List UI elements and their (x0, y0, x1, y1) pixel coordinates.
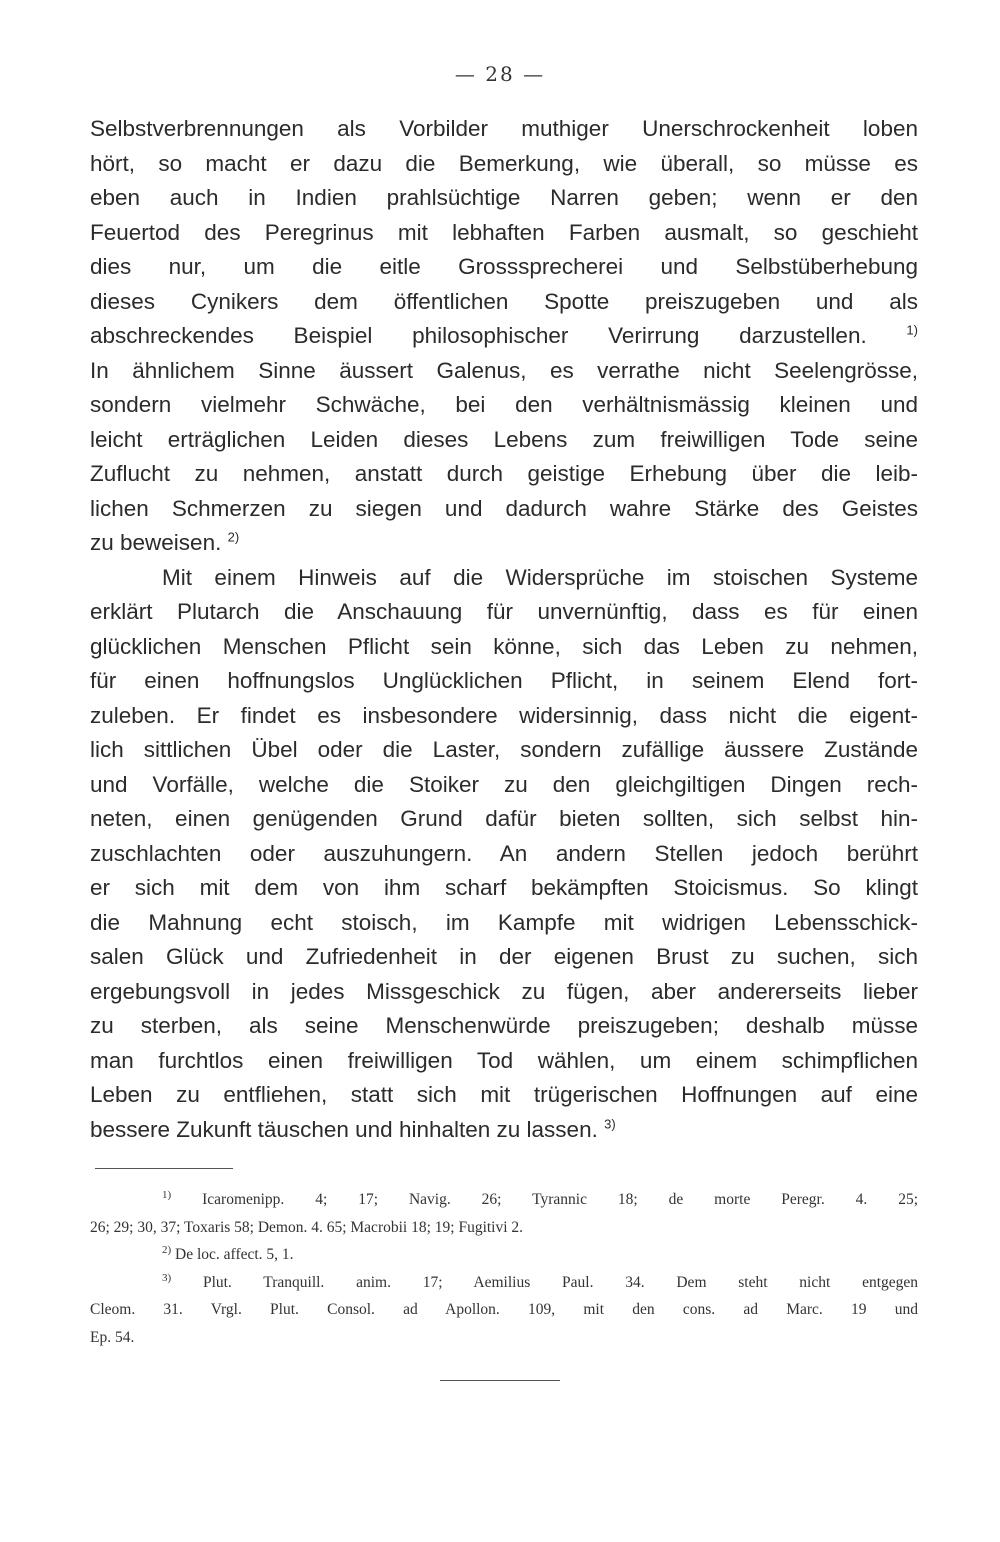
text-line: die Mahnung echt stoisch, im Kampfe mit widrigen Lebensschick- (90, 909, 918, 935)
footnote-mark-2: 2) (162, 1243, 172, 1256)
text-line: er sich mit dem von ihm scharf bekämpften Stoicismus. So klingt (90, 875, 918, 900)
footnote-3-continued: Ep. 54. (90, 1328, 135, 1346)
footnote-reference-2: 2) (227, 529, 240, 545)
footnote-mark-3: 3) (162, 1271, 172, 1284)
text-line: glücklichen Menschen Pflicht sein könne, sich das Leben zu nehmen, (90, 633, 918, 659)
text-line-content: zu beweisen. (90, 530, 222, 555)
text-line: dies nur, um die eitle Grosssprecherei und Selbstüberhebung (90, 254, 918, 279)
footnote-text: De loc. affect. 5, 1. (175, 1246, 294, 1263)
text-line: sondern vielmehr Schwäche, bei den verhältnismässig kleinen und (90, 392, 918, 417)
footnote-separator (95, 1168, 233, 1169)
footnote-2 (90, 1241, 918, 1269)
text-line: und Vorfälle, welche die Stoiker zu den gleichgiltigen Dingen rech- (90, 771, 918, 797)
text-line: In ähnlichem Sinne äussert Galenus, es verrathe nicht Seelengrösse, (90, 357, 918, 383)
text-line: Feuertod des Peregrinus mit lebhaften Farben ausmalt, so geschieht (90, 219, 918, 245)
text-line: eben auch in Indien prahlsüchtige Narren geben; wenn er den (90, 185, 918, 210)
text-line: Zuflucht zu nehmen, anstatt durch geistige Erhebung über die leib- (90, 461, 918, 486)
footnotes (90, 1186, 918, 1351)
footnote-reference-1: 1) (906, 322, 918, 338)
text-line: erklärt Plutarch die Anschauung für unvernünftig, dass es für einen (90, 599, 918, 624)
text-line: leicht erträglichen Leiden dieses Lebens zum freiwilligen Tode seine (90, 426, 918, 452)
footnote-3 (90, 1269, 918, 1297)
text-line: salen Glück und Zufriedenheit in der eigenen Brust zu suchen, sich (90, 944, 918, 969)
text-line: zuschlachten oder auszuhungern. An andern Stellen jedoch berührt (90, 840, 918, 866)
page-number: — 28 — (454, 62, 546, 86)
footnote-reference-3: 3) (604, 1116, 616, 1131)
footnote-mark-1: 1) (162, 1188, 172, 1201)
text-line: Selbstverbrennungen als Vorbilder muthiger Unerschrockenheit loben (90, 116, 918, 141)
text-line-with-footnote (90, 1113, 918, 1148)
text-line: ergebungsvoll in jedes Missgeschick zu fügen, aber andererseits lieber (90, 978, 918, 1004)
text-line-content: bessere Zukunft täuschen und hinhalten zu lassen. (90, 1116, 598, 1142)
main-text (90, 112, 918, 1147)
text-line: hört, so macht er dazu die Bemerkung, wie überall, so müsse es (90, 150, 918, 176)
footnote-text: Icaromenipp. 4; 17; Navig. 26; Tyrannic 18; de morte Peregr. 4. 25; (202, 1191, 919, 1208)
text-line-content: abschreckendes Beispiel philosophischer Verirrung darzustellen. (90, 323, 867, 348)
text-line-with-footnote (90, 319, 918, 354)
text-line-with-footnote (90, 526, 918, 561)
text-line: man furchtlos einen freiwilligen Tod wählen, um einem schimpflichen (90, 1047, 918, 1073)
footnote-1 (90, 1186, 918, 1214)
text-line: Mit einem Hinweis auf die Widersprüche im stoischen Systeme (162, 564, 918, 590)
footnote-text: Plut. Tranquill. anim. 17; Aemilius Paul. 34. Dem steht nicht entgegen (202, 1273, 919, 1291)
text-line: dieses Cynikers dem öffentlichen Spotte preiszugeben und als (90, 288, 918, 314)
footnote-1-continued: 26; 29; 30, 37; Toxaris 58; Demon. 4. 65; Macrobii 18; 19; Fugitivi 2. (90, 1218, 524, 1236)
text-line: zuleben. Er findet es insbesondere widersinnig, dass nicht die eigent- (90, 702, 918, 728)
text-line: neten, einen genügenden Grund dafür bieten sollten, sich selbst hin- (90, 806, 918, 831)
text-line: für einen hoffnungslos Unglücklichen Pflicht, in seinem Elend fort- (90, 668, 918, 693)
text-line: lich sittlichen Übel oder die Laster, sondern zufällige äussere Zustände (90, 737, 918, 762)
end-rule (440, 1380, 560, 1381)
text-line: zu sterben, als seine Menschenwürde preiszugeben; deshalb müsse (90, 1013, 918, 1038)
text-line: lichen Schmerzen zu siegen und dadurch wahre Stärke des Geistes (90, 495, 918, 521)
text-line: Leben zu entfliehen, statt sich mit trügerischen Hoffnungen auf eine (90, 1082, 918, 1107)
footnote-3-continued: Cleom. 31. Vrgl. Plut. Consol. ad Apollon. 109, mit den cons. ad Marc. 19 und (90, 1301, 918, 1318)
